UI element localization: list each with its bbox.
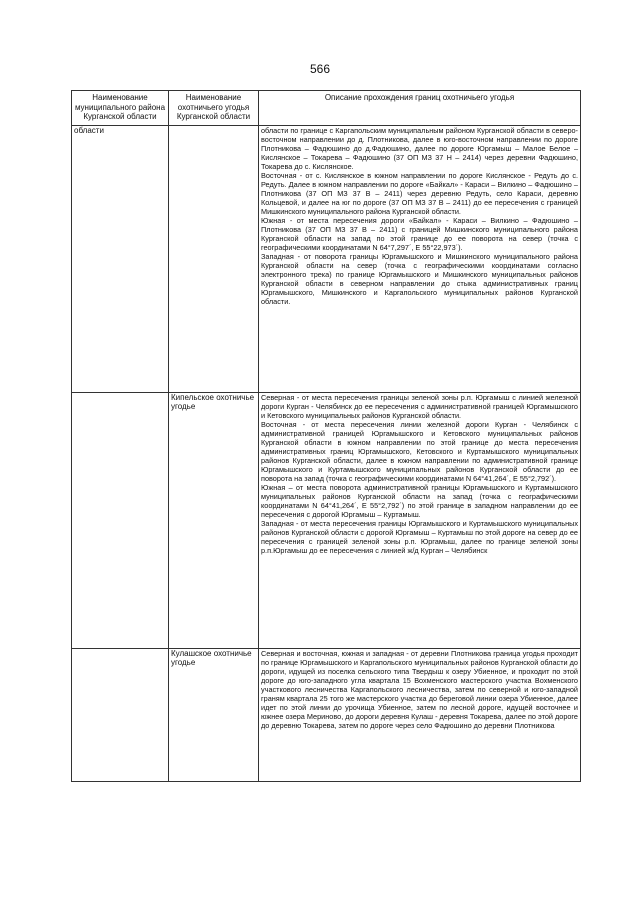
- description-paragraph: Северная - от места пересечения границы зеленой зоны р.п. Юргамыш с линией железной дороги Курган - Челябинск до ее пересечения с административной границей Юргамышского и Кетовского муниципальных районов Курганской области.: [261, 392, 578, 420]
- table-row: [72, 648, 581, 781]
- hunting-ground-cell: Кипельское охотничье угодье: [169, 392, 259, 648]
- district-cell: [72, 648, 169, 781]
- description-paragraph: Северная и восточная, южная и западная - от деревни Плотникова граница угодья проходит по границе Юргамышского и Каргапольского муниципальных районов Курганской области до дороги, идущей из поселка сельского типа Твердыш к озеру Убиенное, и проходит по этой дороге до юго-западного угла квартала 15 Вохменского мастерского участка Вохменского участкового лесничества Каргапольского лесничества, затем по северной и юго-западной граням квартала 25 того же мастерского участка до береговой линии озера Убиенное, далее идет по этой линии до урочища Убиенное, затем по лесной дороге, идущей восточнее и южнее озера Мериново, до дороги деревня Кулаш - деревня Токарева, далее по этой дороге до деревню Токарева, затем по дороге через село Фадюшино до деревни Плотникова: [261, 648, 578, 730]
- header-description: Описание прохождения границ охотничьего угодья: [259, 91, 581, 126]
- description-cell: [259, 125, 581, 392]
- header-district: Наименование муниципального района Курганской области: [72, 91, 169, 126]
- boundary-table: [71, 90, 581, 782]
- description-cell: [259, 648, 581, 781]
- description-paragraph: Южная - от места пересечения дороги «Байкал» - Караси – Вилкино – Фадюшино – Плотникова (37 ОП МЗ 37 В – 2411) с границей Мишкинского муниципального района Курганской области на запад по этой границе до ее поворота на север (точка с географическими координатами N 64°7,297´, E 55°22,973´).: [261, 215, 578, 252]
- header-hunting-ground: Наименование охотничьего угодья Курганской области: [169, 91, 259, 126]
- district-cell: [72, 392, 169, 648]
- description-paragraph: Западная - от поворота границы Юргамышского и Мишкинского муниципального района Курганской области на север (точка с географическими координатами согласно электронного трека) по границе Юргамышского и Мишкинского муниципальных районов Курганской области в северном направлении до стыка административных границ Юргамышского, Мишкинского и Каргапольского муниципальных районов Курганской области.: [261, 251, 578, 306]
- page-number: 566: [309, 62, 331, 76]
- district-cell: области: [72, 125, 169, 392]
- description-paragraph: Западная - от места пересечения границы Юргамышского и Куртамышского муниципальных районов Курганской области с дорогой Юргамыш – Куртамыш по этой дороге на север до ее пересечения с границей зеленой зоны р.п. Юргамыш, далее по границе зеленой зоны р.п.Юргамыш до ее пересечения с линией ж/д Курган – Челябинск: [261, 518, 578, 555]
- description-cell: [259, 392, 581, 648]
- hunting-ground-cell: Кулашское охотничье угодье: [169, 648, 259, 781]
- table-header-row: [72, 91, 581, 126]
- description-paragraph: Южная – от места поворота административной границы Юргамышского и Куртамышского муниципальных районов Курганской области на запад (точка с географическими координатами N 64°41,264´, E 55°2,792´) по этой границе в западном направлении до ее пересечения с дорогой Юргамыш – Куртамыш.: [261, 482, 578, 519]
- hunting-ground-cell: [169, 125, 259, 392]
- description-paragraph: области по границе с Каргапольским муниципальным районом Курганской области в северо-восточном направлении до д. Плотникова, далее в юго-восточном направлении по дороге Плотникова – Фадюшино до д.Фадюшино, далее по дороге Юргамыш – Малое Белое – Кислянское – Токарева – Фадюшино (37 ОП МЗ 37 Н – 2414) через деревни Фадюшино, Токарева до с. Кислянское.: [261, 125, 578, 171]
- table-row: [72, 392, 581, 648]
- table-row: [72, 125, 581, 392]
- description-paragraph: Восточная - от места пересечения линии железной дороги Курган - Челябинск с административной границей Юргамышского и Кетовского муниципальных районов Курганской области в южном направлении по этой границе до места пересечения административных границ Юргамышского, Кетовского и Куртамышского муниципальных районов Курганской области, далее в южном направлении по административной границе Юргамышского и Куртамышского муниципальных районов Курганской области до ее поворота на запад (точка с географическими координатами N 64°41,264´, E 55°2,792´).: [261, 419, 578, 483]
- description-paragraph: Восточная - от с. Кислянское в южном направлении по дороге Кислянское - Редуть до с. Редуть. Далее в южном направлении по дороге «Байкал» - Караси – Вилкино – Фадюшино – Плотникова (37 ОП МЗ 37 В – 2411) через деревню Редуть, село Караси, деревню Кольцевой, и далее на юг по дороге (37 ОП МЗ 37 В – 2411) до ее пересечения с границей Мишкинского муниципального района Курганской области.: [261, 170, 578, 216]
